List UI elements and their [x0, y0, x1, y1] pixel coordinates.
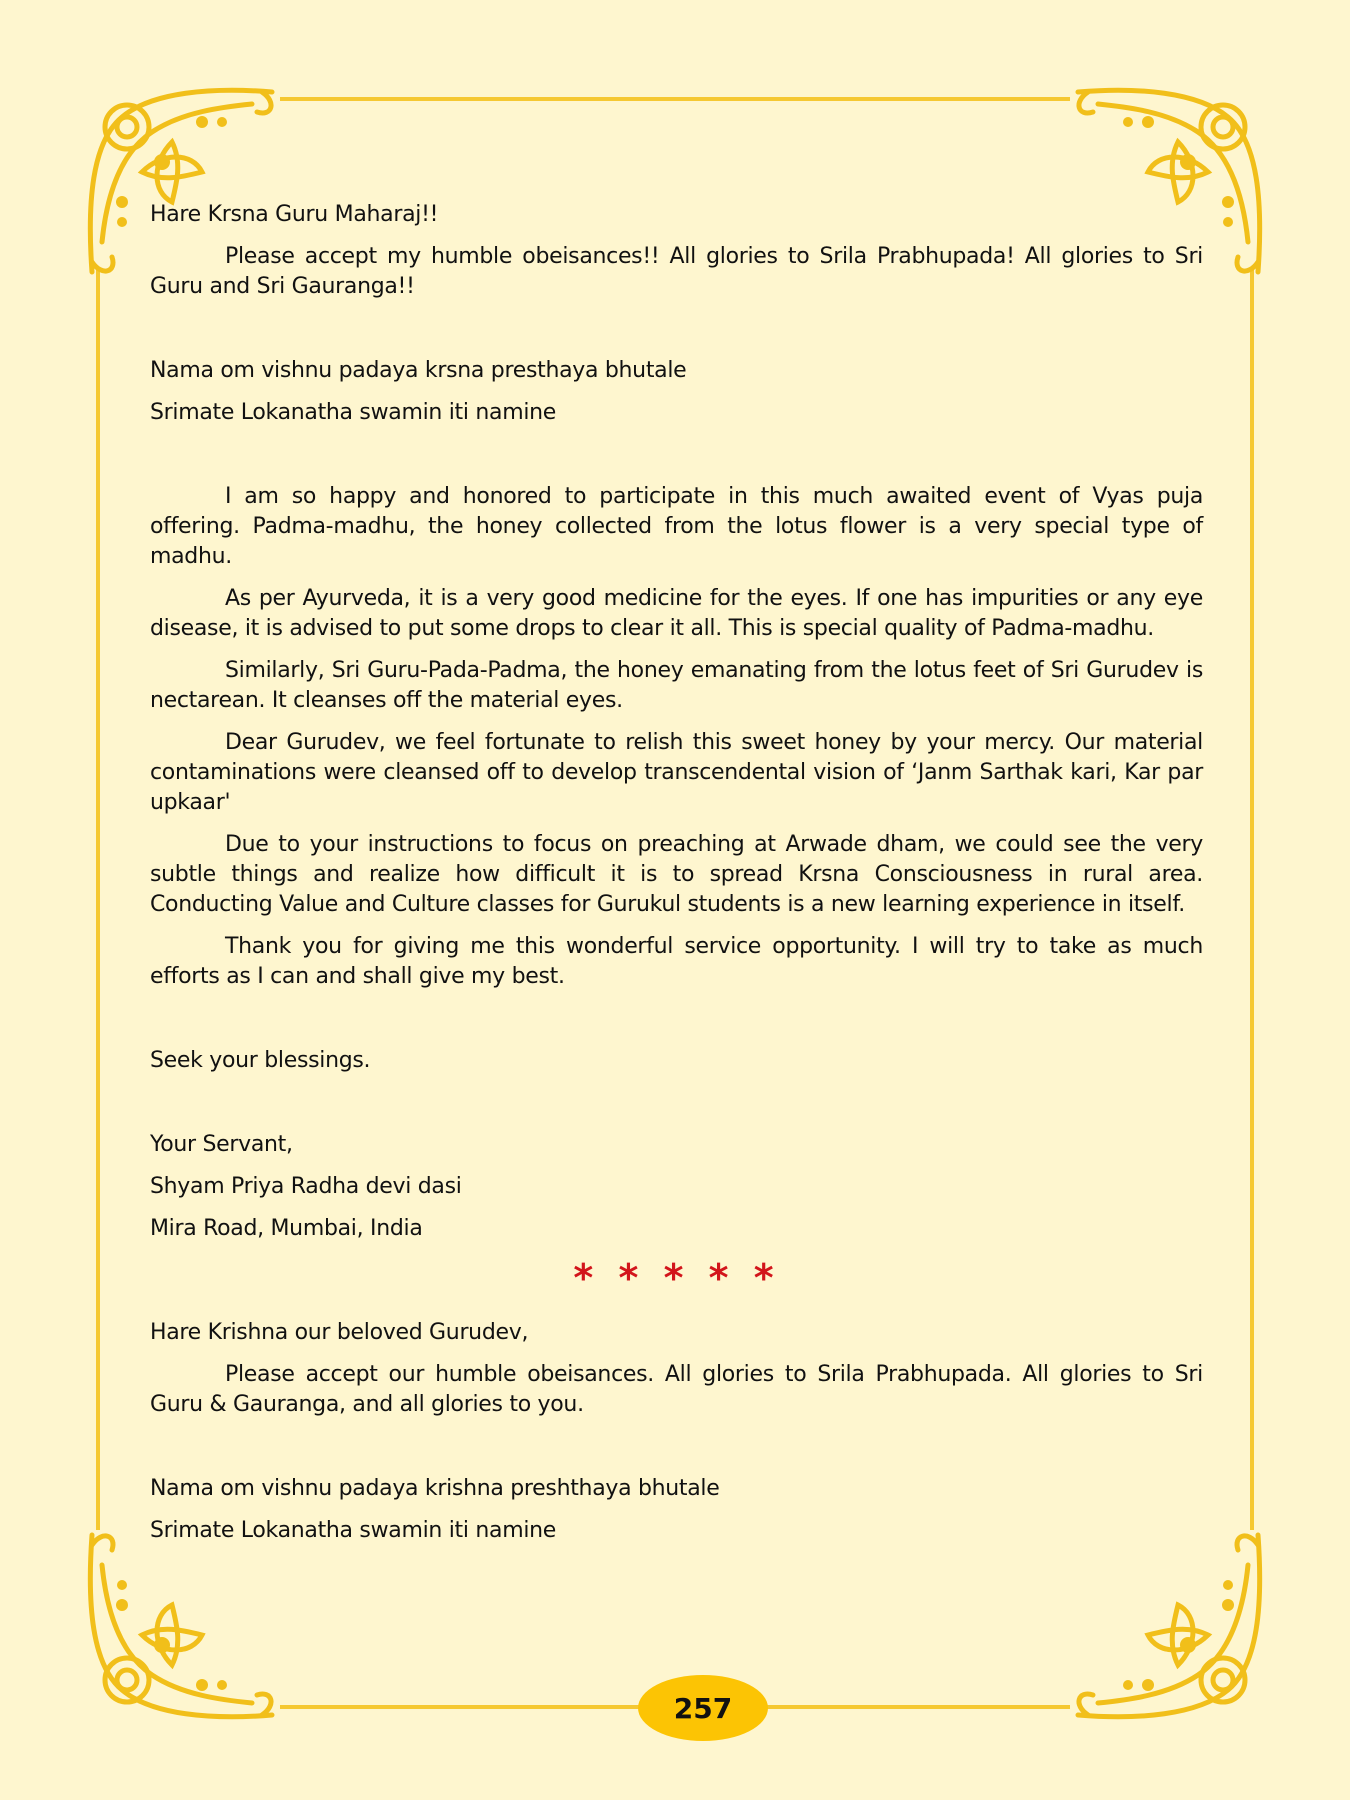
page-number: 257	[673, 1691, 733, 1725]
letter1-closing: Seek your blessings.	[150, 1048, 371, 1073]
spacer	[150, 1088, 1203, 1130]
spacer	[150, 314, 1203, 356]
letter1-paragraph: As per Ayurveda, it is a very good medicine for the eyes. If one has impurities or any eye disease, it is advised to put some drops to clear it all. This is special quality of Padma-madhu.	[150, 586, 1203, 641]
spacer	[150, 1004, 1203, 1046]
letter1-salutation: Hare Krsna Guru Maharaj!!	[150, 202, 439, 227]
letter1-paragraph: Thank you for giving me this wonderful service opportunity. I will try to take as much efforts as I can and shall give my best.	[150, 934, 1203, 989]
letter2-obeisance: Please accept our humble obeisances. All glories to Srila Prabhupada. All glories to Sri Guru & Gauranga, and all glories to you.	[150, 1362, 1203, 1417]
letter1-paragraph: Due to your instructions to focus on preaching at Arwade dham, we could see the very subtle things and realize how difficult it is to spread Krsna Consciousness in rural area. Conducting Value and Culture classes for Gurukul students is a new learning experience in itself.	[150, 832, 1203, 917]
letter1-author-name: Shyam Priya Radha devi dasi	[150, 1174, 462, 1199]
letter2-salutation: Hare Krishna our beloved Gurudev,	[150, 1320, 529, 1345]
letter1-signoff: Your Servant,	[150, 1132, 293, 1157]
letter1-obeisance: Please accept my humble obeisances!! All glories to Srila Prabhupada! All glories to Sri Guru and Sri Gauranga!!	[150, 244, 1203, 299]
page-content	[150, 200, 1203, 1558]
letter1-paragraph: I am so happy and honored to participate in this much awaited event of Vyas puja offering. Padma-madhu, the honey collected from the lotus flower is a very special type of madhu.	[150, 484, 1203, 569]
letter1-author-location: Mira Road, Mumbai, India	[150, 1216, 423, 1241]
frame-left-line	[96, 270, 100, 1530]
section-separator: * * * * *	[573, 1256, 780, 1300]
frame-right-line	[1250, 270, 1254, 1530]
page-number-badge	[638, 1675, 768, 1741]
spacer	[150, 1432, 1203, 1474]
letter1-paragraph: Dear Gurudev, we feel fortunate to relish this sweet honey by your mercy. Our material contaminations were cleansed off to develop transcendental vision of ‘Janm Sarthak kari, Kar par upkaar'	[150, 730, 1203, 815]
frame-top-line	[280, 97, 1070, 101]
letter1-pranam-line1: Nama om vishnu padaya krsna presthaya bhutale	[150, 358, 687, 383]
letter1-pranam-line2: Srimate Lokanatha swamin iti namine	[150, 400, 557, 425]
letter1-paragraph: Similarly, Sri Guru-Pada-Padma, the honey emanating from the lotus feet of Sri Gurudev is nectarean. It cleanses off the material eyes.	[150, 658, 1203, 713]
spacer	[150, 440, 1203, 482]
letter2-pranam-line2: Srimate Lokanatha swamin iti namine	[150, 1518, 557, 1543]
letter2-pranam-line1: Nama om vishnu padaya krishna preshthaya bhutale	[150, 1476, 720, 1501]
